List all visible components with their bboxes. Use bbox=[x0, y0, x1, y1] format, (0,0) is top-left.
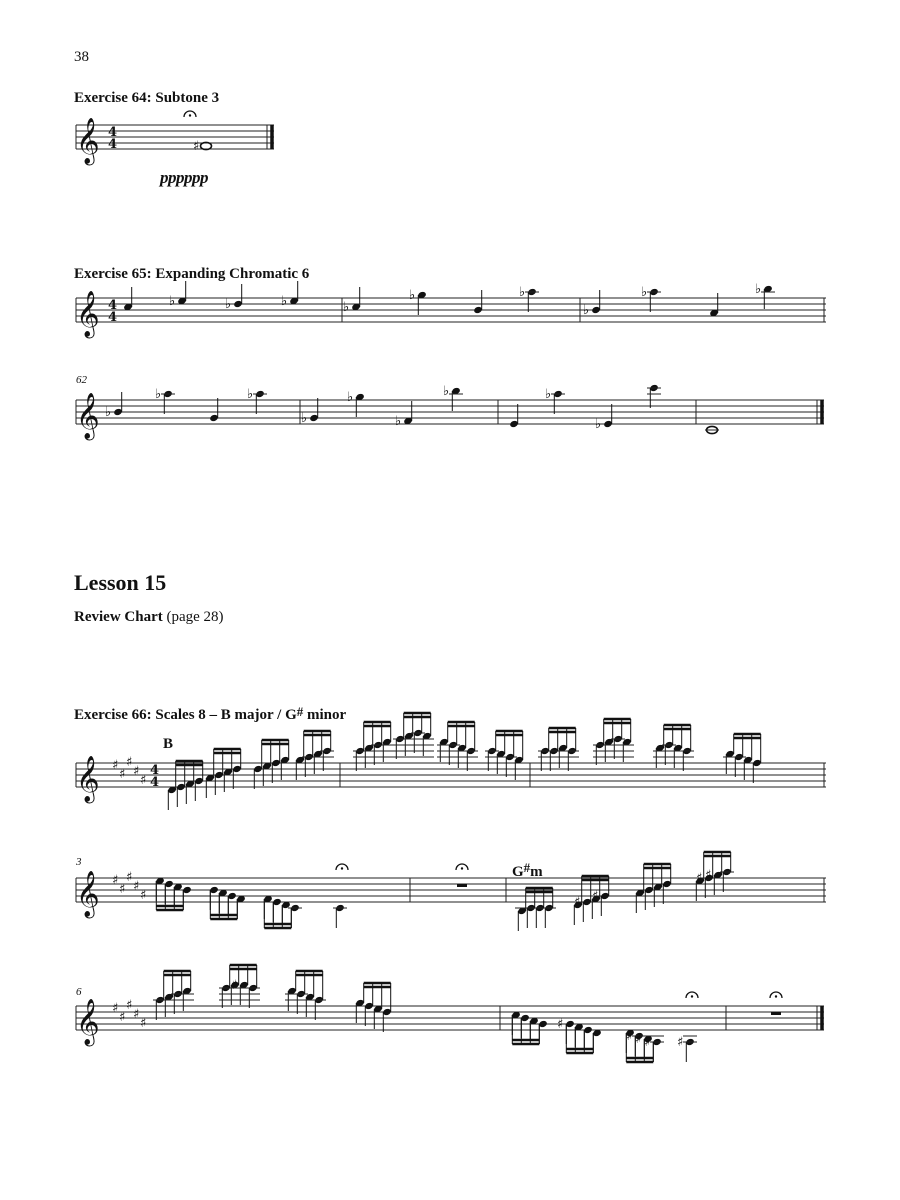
key-signature-sharp: ♯ bbox=[140, 888, 147, 903]
key-signature-sharp: ♯ bbox=[133, 764, 140, 779]
treble-clef: 𝄞 bbox=[76, 118, 100, 164]
flat-sign: ♭ bbox=[301, 411, 308, 426]
fermata-dot bbox=[341, 867, 343, 869]
key-signature-sharp: ♯ bbox=[133, 879, 140, 894]
flat-sign: ♭ bbox=[409, 288, 416, 303]
key-signature-sharp: ♯ bbox=[112, 873, 119, 888]
time-signature-bottom: 4 bbox=[150, 775, 160, 790]
dynamic-marking: pppppp bbox=[160, 168, 208, 187]
flat-sign: ♭ bbox=[247, 387, 254, 402]
flat-sign: ♭ bbox=[281, 294, 288, 309]
sharp-sign: ♯ bbox=[574, 895, 581, 910]
fermata-dot bbox=[775, 995, 777, 997]
sharp-sign: # bbox=[296, 704, 304, 719]
time-signature-bottom: 4 bbox=[108, 310, 118, 325]
key-signature-sharp: ♯ bbox=[112, 758, 119, 773]
exercise-66-title-end: minor bbox=[303, 707, 347, 723]
key-signature-sharp: ♯ bbox=[119, 767, 126, 782]
key-signature-sharp: ♯ bbox=[112, 1001, 119, 1016]
treble-clef: 𝄞 bbox=[76, 756, 100, 802]
whole-rest bbox=[457, 884, 467, 887]
time-signature-bottom: 4 bbox=[108, 137, 118, 152]
key-signature-sharp: ♯ bbox=[126, 870, 133, 885]
key-signature-sharp: ♯ bbox=[133, 1007, 140, 1022]
sharp-sign: ♯ bbox=[231, 978, 238, 993]
flat-sign: ♭ bbox=[545, 387, 552, 402]
review-chart-label: Review Chart bbox=[74, 609, 163, 625]
review-chart-ref: (page 28) bbox=[166, 609, 224, 625]
treble-clef: 𝄞 bbox=[76, 999, 100, 1045]
flat-sign: ♭ bbox=[395, 414, 402, 429]
flat-sign: ♭ bbox=[583, 303, 590, 318]
key-signature-sharp: ♯ bbox=[119, 882, 126, 897]
sharp-sign: ♯ bbox=[696, 871, 703, 886]
key-signature-sharp: ♯ bbox=[140, 1016, 147, 1031]
time-signature-top: 4 bbox=[108, 298, 118, 313]
exercise-66-title-text: Exercise 66: Scales 8 – B major / G bbox=[74, 707, 297, 723]
sharp-sign: ♯ bbox=[635, 1032, 642, 1047]
sharp-sign: ♯ bbox=[705, 868, 712, 883]
time-signature-top: 4 bbox=[108, 125, 118, 140]
fermata-dot bbox=[461, 867, 463, 869]
flat-sign: ♭ bbox=[443, 384, 450, 399]
measure-number: 6 bbox=[76, 986, 82, 998]
sharp-sign: ♯ bbox=[193, 139, 200, 154]
treble-clef: 𝄞 bbox=[76, 291, 100, 337]
time-signature-top: 4 bbox=[150, 763, 160, 778]
flat-sign: ♭ bbox=[519, 285, 526, 300]
flat-sign: ♭ bbox=[169, 294, 176, 309]
sharp-sign: ♯ bbox=[592, 889, 599, 904]
key-signature-sharp: ♯ bbox=[140, 773, 147, 788]
lesson-title: Lesson 15 bbox=[74, 570, 167, 595]
key-signature-sharp: ♯ bbox=[126, 755, 133, 770]
fermata-dot bbox=[189, 114, 191, 116]
exercise-65-title: Exercise 65: Expanding Chromatic 6 bbox=[74, 266, 310, 282]
flat-sign: ♭ bbox=[347, 390, 354, 405]
flat-sign: ♭ bbox=[343, 300, 350, 315]
flat-sign: ♭ bbox=[595, 417, 602, 432]
flat-sign: ♭ bbox=[641, 285, 648, 300]
measure-number: 3 bbox=[76, 856, 82, 868]
sharp-sign: ♯ bbox=[677, 1035, 684, 1050]
fermata-dot bbox=[691, 995, 693, 997]
chord-symbol-b: B bbox=[163, 736, 174, 752]
measure-number: 62 bbox=[76, 374, 87, 386]
chord-suffix: m bbox=[530, 864, 543, 880]
sharp-sign: ♯ bbox=[644, 1035, 651, 1050]
page-number: 38 bbox=[74, 49, 89, 65]
flat-sign: ♭ bbox=[225, 297, 232, 312]
whole-rest bbox=[771, 1012, 781, 1015]
treble-clef: 𝄞 bbox=[76, 871, 100, 917]
key-signature-sharp: ♯ bbox=[126, 998, 133, 1013]
sharp-sign: ♯ bbox=[557, 1017, 564, 1032]
sharp-sign: ♯ bbox=[626, 1029, 633, 1044]
flat-sign: ♭ bbox=[155, 387, 162, 402]
exercise-64-title: Exercise 64: Subtone 3 bbox=[74, 90, 220, 106]
chord-letter: G bbox=[512, 864, 524, 880]
treble-clef: 𝄞 bbox=[76, 393, 100, 439]
flat-sign: ♭ bbox=[105, 405, 112, 420]
chord-sharp: # bbox=[523, 860, 531, 875]
flat-sign: ♭ bbox=[755, 282, 762, 297]
key-signature-sharp: ♯ bbox=[119, 1010, 126, 1025]
